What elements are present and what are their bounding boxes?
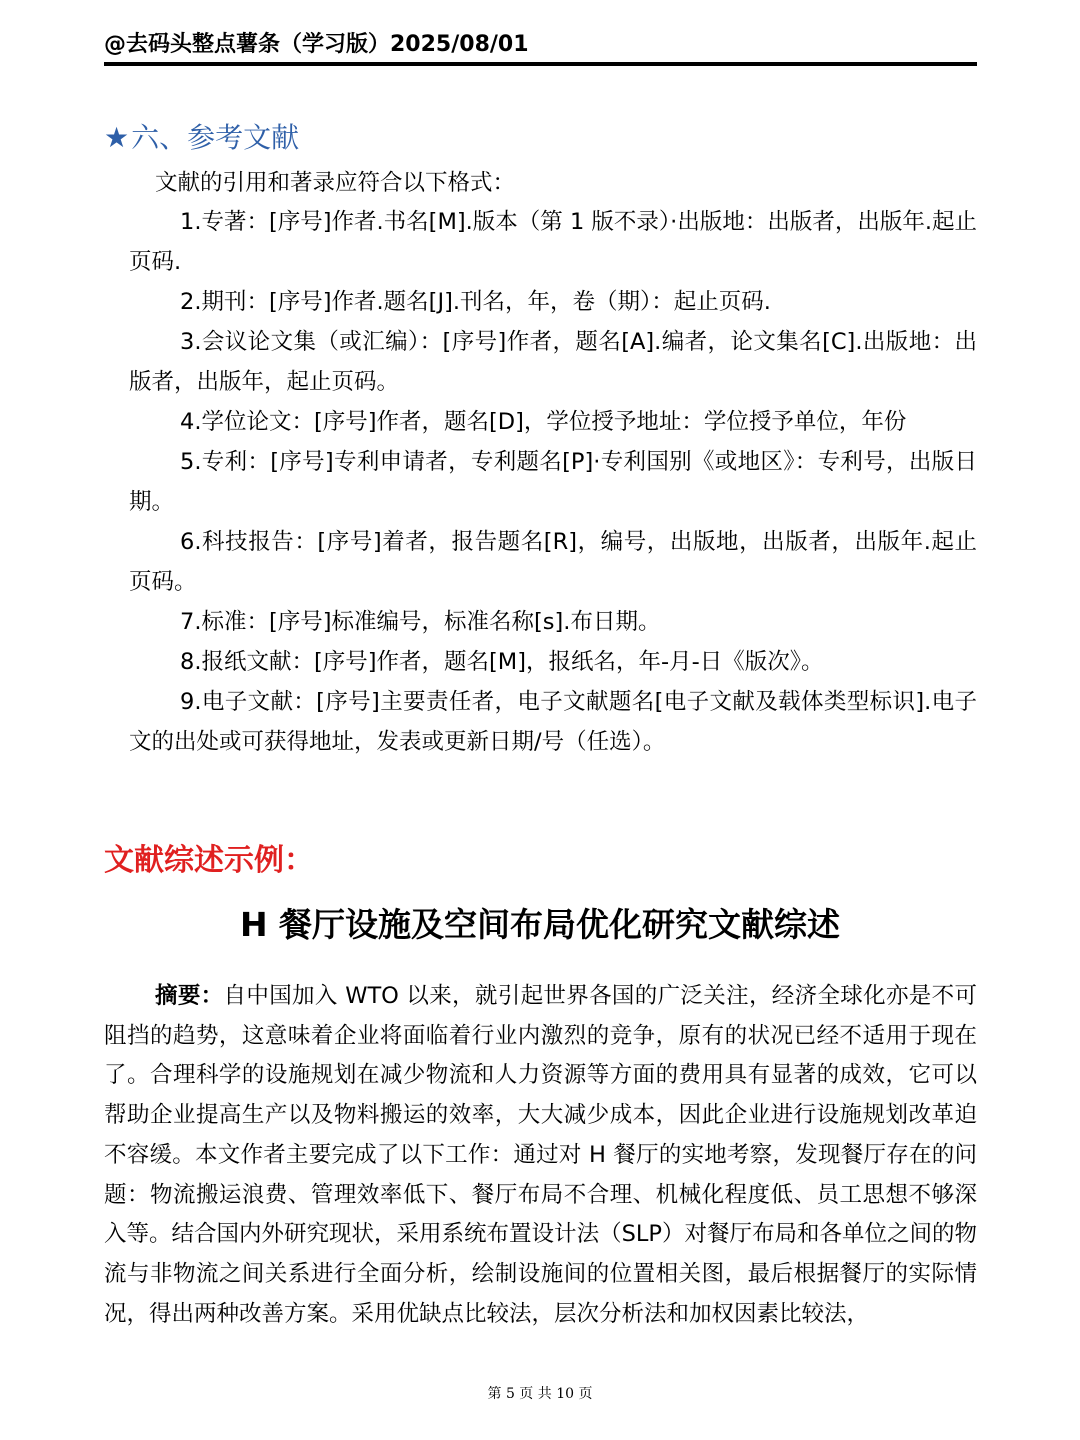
abstract-text: 自中国加入 WTO 以来，就引起世界各国的广泛关注，经济全球化亦是不可阻挡的趋势，这意味着企业将面临着行业内激烈的竞争，原有的状况已经不适用于现在了。合理科学的设施规划在减少物流和人力资源等方面的费用具有显著的成效，它可以帮助企业提高生产以及物料搬运的效率，大大减少成本，因此企业进行设施规划改革迫不容缓。本文作者主要完成了以下工作：通过对 H 餐厅的实地考察，发现餐厅存在的问题：物流搬运浪费、管理效率低下、餐厅布局不合理、机械化程度低、员工思想不够深入等。结合国内外研究现状，采用系统布置设计法（SLP）对餐厅布局和各单位之间的物流与非物流之间关系进行全面分析，绘制设施间的位置相关图，最后根据餐厅的实际情况，得出两种改善方案。采用优缺点比较法，层次分析法和加权因素比较法，: [104, 983, 977, 1327]
reference-item: 3.会议论文集（或汇编）：[序号]作者，题名[A].编者，论文集名[C].出版地：出版者，出版年，起止页码。: [129, 329, 977, 395]
reference-item: 4.学位论文：[序号]作者，题名[D]，学位授予地址：学位授予单位，年份: [180, 409, 907, 435]
reference-list: [129, 202, 977, 762]
reference-item: 2.期刊：[序号]作者.题名[J].刊名，年，卷（期）：起止页码.: [180, 289, 771, 315]
reference-item: 7.标准：[序号]标准编号，标准名称[s].布日期。: [180, 609, 661, 635]
header-divider: [104, 62, 977, 66]
page-header: @去码头整点薯条（学习版）2025/08/01: [104, 32, 529, 57]
abstract-label: 摘要：: [155, 983, 224, 1009]
document-title: H 餐厅设施及空间布局优化研究文献综述: [239, 905, 841, 944]
reference-item: 9.电子文献：[序号]主要责任者，电子文献题名[电子文献及载体类型标识].电子文的出处或可获得地址，发表或更新日期/号（任选）。: [129, 689, 977, 755]
section-title: 六、参考文献: [131, 121, 300, 154]
abstract-paragraph: [104, 977, 977, 1334]
star-icon: ★: [104, 121, 130, 154]
reference-item: 8.报纸文献：[序号]作者，题名[M]，报纸名，年-月-日《版次》。: [180, 649, 824, 675]
reference-item: 1.专著：[序号]作者.书名[M].版本（第 1 版不录）·出版地：出版者，出版年.起止页码.: [129, 209, 977, 275]
reference-item: 5.专利：[序号]专利申请者，专利题名[P]·专利国别《或地区》：专利号，出版日期。: [129, 449, 977, 515]
section-heading: [104, 118, 299, 158]
page-footer: 第 5 页 共 10 页: [487, 1386, 593, 1402]
intro-paragraph: 文献的引用和著录应符合以下格式：: [155, 170, 516, 196]
example-heading: 文献综述示例：: [104, 843, 314, 878]
reference-item: 6.科技报告：[序号]着者，报告题名[R]，编号，出版地，出版者，出版年.起止页码。: [129, 529, 977, 595]
